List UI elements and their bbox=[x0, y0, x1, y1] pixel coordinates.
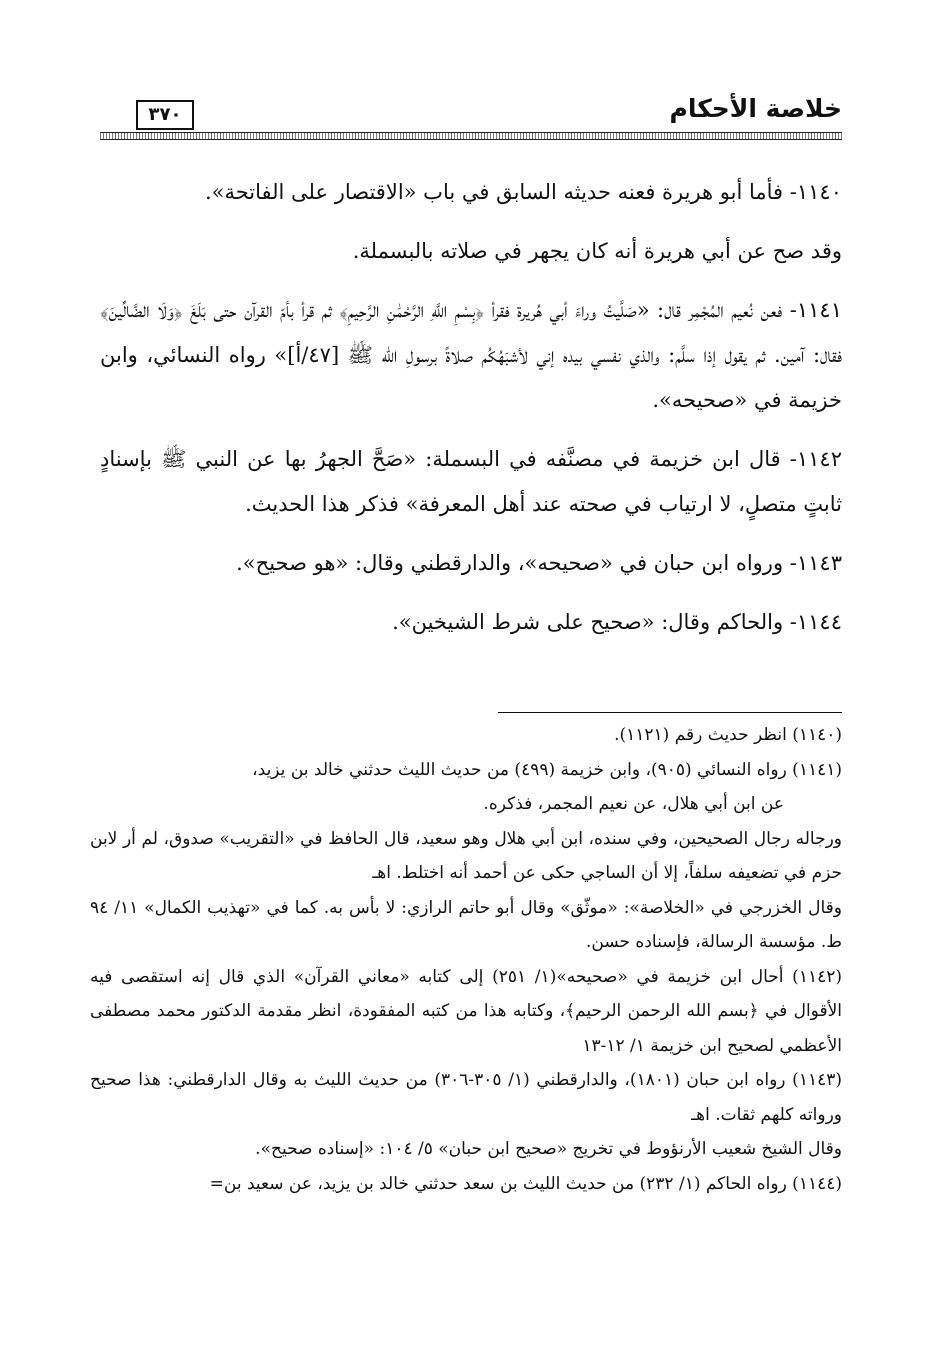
footnote-divider bbox=[498, 712, 842, 713]
paragraph-1140-note: وقد صح عن أبي هريرة أنه كان يجهر في صلاته بالبسملة. bbox=[352, 239, 842, 263]
main-text bbox=[100, 170, 842, 659]
paragraph-1144: ١١٤٤- والحاكم وقال: «صحيح على شرط الشيخين». bbox=[392, 610, 842, 634]
footnote-1141: (١١٤١) رواه النسائي (٩٠٥)، وابن خزيمة (٤٩٩) من حديث الليث حدثني خالد بن يزيد، bbox=[252, 759, 842, 780]
footnote-1141-narrators: ورجاله رجال الصحيحين، وفي سنده، ابن أبي هلال وهو سعيد، قال الحافظ في «التقريب» صدوق، لم أر لابن حزم في تضعيفه سلفاً، إلا أن الساجي حكى عن أحمد أنه اختلط. اهـ bbox=[90, 828, 842, 883]
paragraph-1141: ١١٤١- فعن نُعيم المُجْمِر قال: «صَلَّيتُ وراءَ أبي هُريرة فقرأ ﴿بِسْمِ اللَّهِ الرَّحْمَٰنِ الرَّحِيمِ﴾ ثم قرأ بأمّ القرآن حتى بَلَغَ ﴿وَلَا الضَّالِّينَ﴾ فقال: آمين. ثم يقول إذا سلَّم: والذي نفسي بيده إني لأشبَهُكُم صلاةً برسولِ الله ﷺ [٤٧/أ]» رواه النسائي، وابن خزيمة في «صحيحه». bbox=[100, 298, 842, 412]
footnotes bbox=[90, 718, 842, 1201]
footnote-1140: (١١٤٠) انظر حديث رقم (١١٢١). bbox=[614, 725, 842, 745]
paragraph-1140: ١١٤٠- فأما أبو هريرة فعنه حديثه السابق في باب «الاقتصار على الفاتحة». bbox=[204, 180, 842, 204]
footnote-1141-continuation: عن ابن أبي هلال، عن نعيم المجمر، فذكره. bbox=[483, 794, 784, 814]
page-number: ٣٧٠ bbox=[136, 100, 194, 130]
running-title: خلاصة الأحكام bbox=[669, 94, 842, 123]
footnote-1141-khazraji: وقال الخزرجي في «الخلاصة»: «موثّق» وقال أبو حاتم الرازي: لا بأس به. كما في «تهذيب الكمال» ١١/ ٩٤ ط. مؤسسة الرسالة، فإسناده حسن. bbox=[90, 897, 842, 952]
header-rule bbox=[100, 132, 842, 140]
footnote-1143: (١١٤٣) رواه ابن حبان (١٨٠١)، والدارقطني (١/ ٣٠٥-٣٠٦) من حديث الليث به وقال الدارقطني: هذا صحيح ورواته كلهم ثقات. اهـ bbox=[90, 1070, 842, 1125]
footnote-1143-arnaut: وقال الشيخ شعيب الأرنؤوط في تخريج «صحيح ابن حبان» ٥/ ١٠٤: «إسناده صحيح». bbox=[255, 1139, 842, 1159]
footnote-1142: (١١٤٢) أحال ابن خزيمة في «صحيحه»(١/ ٢٥١) إلى كتابه «معاني القرآن» الذي قال إنه استقصى فيه الأقوال في ﴿بسم الله الرحمن الرحيم﴾، وكتابه هذا من كتبه المفقودة، انظر مقدمة الدكتور محمد مصطفى الأعظمي لصحيح ابن خزيمة ١/ ١٢-١٣ bbox=[90, 966, 842, 1056]
page-header bbox=[100, 88, 842, 150]
paragraph-1142: ١١٤٢- قال ابن خزيمة في مصنَّفه في البسملة: «صَحَّ الجهرُ بها عن النبي ﷺ بإسنادٍ ثابتٍ متصلٍ، لا ارتياب في صحته عند أهل المعرفة» فذكر هذا الحديث. bbox=[100, 447, 842, 516]
footnote-1144: (١١٤٤) رواه الحاكم (١/ ٢٣٢) من حديث الليث بن سعد حدثني خالد بن يزيد، عن سعيد بن= bbox=[209, 1173, 842, 1194]
paragraph-1143: ١١٤٣- ورواه ابن حبان في «صحيحه»، والدارقطني وقال: «هو صحيح». bbox=[236, 551, 842, 575]
